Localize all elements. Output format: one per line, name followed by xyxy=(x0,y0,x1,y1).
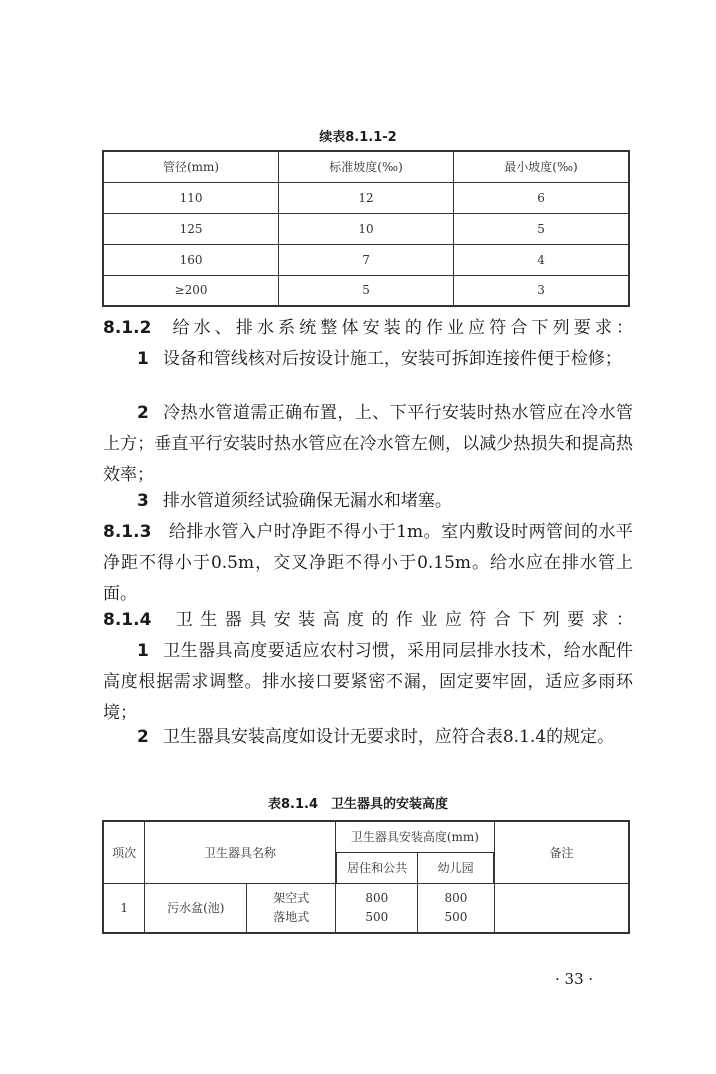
clause-8-1-2-item-1 xyxy=(103,344,633,375)
table-cell: 125 xyxy=(103,213,279,244)
height-value: 500 xyxy=(444,909,468,924)
header-cell: 最小坡度(‰) xyxy=(454,151,629,182)
item-number: 2 xyxy=(137,727,149,747)
fixture-height-table xyxy=(102,820,630,934)
table-cell: 7 xyxy=(279,244,454,275)
item-number: 2 xyxy=(137,403,149,423)
clause-text: 给水、排水系统整体安装的作业应符合下列要求： xyxy=(168,318,633,338)
table-header-row xyxy=(103,151,629,182)
clause-8-1-2-item-3 xyxy=(103,486,633,517)
table-cell: 污水盆(池) xyxy=(145,883,247,933)
header-cell: 项次 xyxy=(103,821,145,883)
table-cell: 5 xyxy=(279,275,454,306)
table-cell: 1 xyxy=(103,883,145,933)
clause-8-1-4-item-1 xyxy=(103,636,633,729)
item-text: 冷热水管道需正确布置，上、下平行安装时热水管应在冷水管上方；垂直平行安装时热水管应在冷水管左侧，以减少热损失和提高热效率； xyxy=(103,403,633,485)
table-cell: 4 xyxy=(454,244,629,275)
slope-table xyxy=(102,150,630,307)
clause-8-1-2-item-2 xyxy=(103,398,633,491)
clause-number: 8.1.3 xyxy=(103,522,152,542)
clause-number: 8.1.2 xyxy=(103,318,152,338)
clause-text: 卫生器具安装高度的作业应符合下列要求： xyxy=(168,610,633,630)
table-cell: 5 xyxy=(454,213,629,244)
table-cell xyxy=(336,883,418,933)
clause-8-1-4 xyxy=(103,605,633,636)
item-text: 排水管道须经试验确保无漏水和堵塞。 xyxy=(162,491,452,511)
table-cell: 110 xyxy=(103,182,279,213)
table-cell xyxy=(247,883,336,933)
header-cell: 幼儿园 xyxy=(418,852,494,883)
height-value: 800 xyxy=(444,890,468,905)
header-cell: 卫生器具名称 xyxy=(145,821,336,883)
table-row xyxy=(103,182,629,213)
page-number: · 33 · xyxy=(555,970,594,988)
clause-number: 8.1.4 xyxy=(103,610,152,630)
table-cell: 3 xyxy=(454,275,629,306)
header-cell: 备注 xyxy=(494,821,629,883)
table-header-row xyxy=(103,821,629,852)
item-number: 1 xyxy=(137,349,149,369)
height-value: 800 xyxy=(365,890,389,905)
table-cell xyxy=(494,883,629,933)
header-cell: 居住和公共 xyxy=(336,852,418,883)
clause-text: 给排水管入户时净距不得小于1m。室内敷设时两管间的水平净距不得小于0.5m，交叉净距不得小于0.15m。给水应在排水管上面。 xyxy=(103,522,633,604)
item-text: 卫生器具高度要适应农村习惯，采用同层排水技术，给水配件高度根据需求调整。排水接口要紧密不漏，固定要牢固，适应多雨环境； xyxy=(103,641,633,723)
item-text: 卫生器具安装高度如设计无要求时，应符合表8.1.4的规定。 xyxy=(162,727,615,747)
header-cell: 管径(mm) xyxy=(103,151,279,182)
table-row xyxy=(103,244,629,275)
clause-8-1-3 xyxy=(103,517,633,610)
height-value: 500 xyxy=(365,909,389,924)
table2-caption: 表8.1.4 卫生器具的安装高度 xyxy=(267,797,448,812)
table-cell: 10 xyxy=(279,213,454,244)
table-cell: 6 xyxy=(454,182,629,213)
clause-8-1-4-item-2 xyxy=(103,722,633,753)
table-cell xyxy=(418,883,494,933)
header-cell: 卫生器具安装高度(mm) xyxy=(336,821,494,852)
clause-8-1-2 xyxy=(103,313,633,344)
table-cell: 12 xyxy=(279,182,454,213)
item-number: 1 xyxy=(137,641,149,661)
table-row xyxy=(103,213,629,244)
table-cell: ≥200 xyxy=(103,275,279,306)
table1-caption: 续表8.1.1-2 xyxy=(319,130,397,145)
table-row xyxy=(103,275,629,306)
mount-type: 架空式 xyxy=(273,890,310,905)
mount-type: 落地式 xyxy=(273,909,310,924)
table-cell: 160 xyxy=(103,244,279,275)
item-number: 3 xyxy=(137,491,149,511)
item-text: 设备和管线核对后按设计施工，安装可拆卸连接件便于检修； xyxy=(162,349,622,369)
header-cell: 标准坡度(‰) xyxy=(279,151,454,182)
table-row xyxy=(103,883,629,933)
